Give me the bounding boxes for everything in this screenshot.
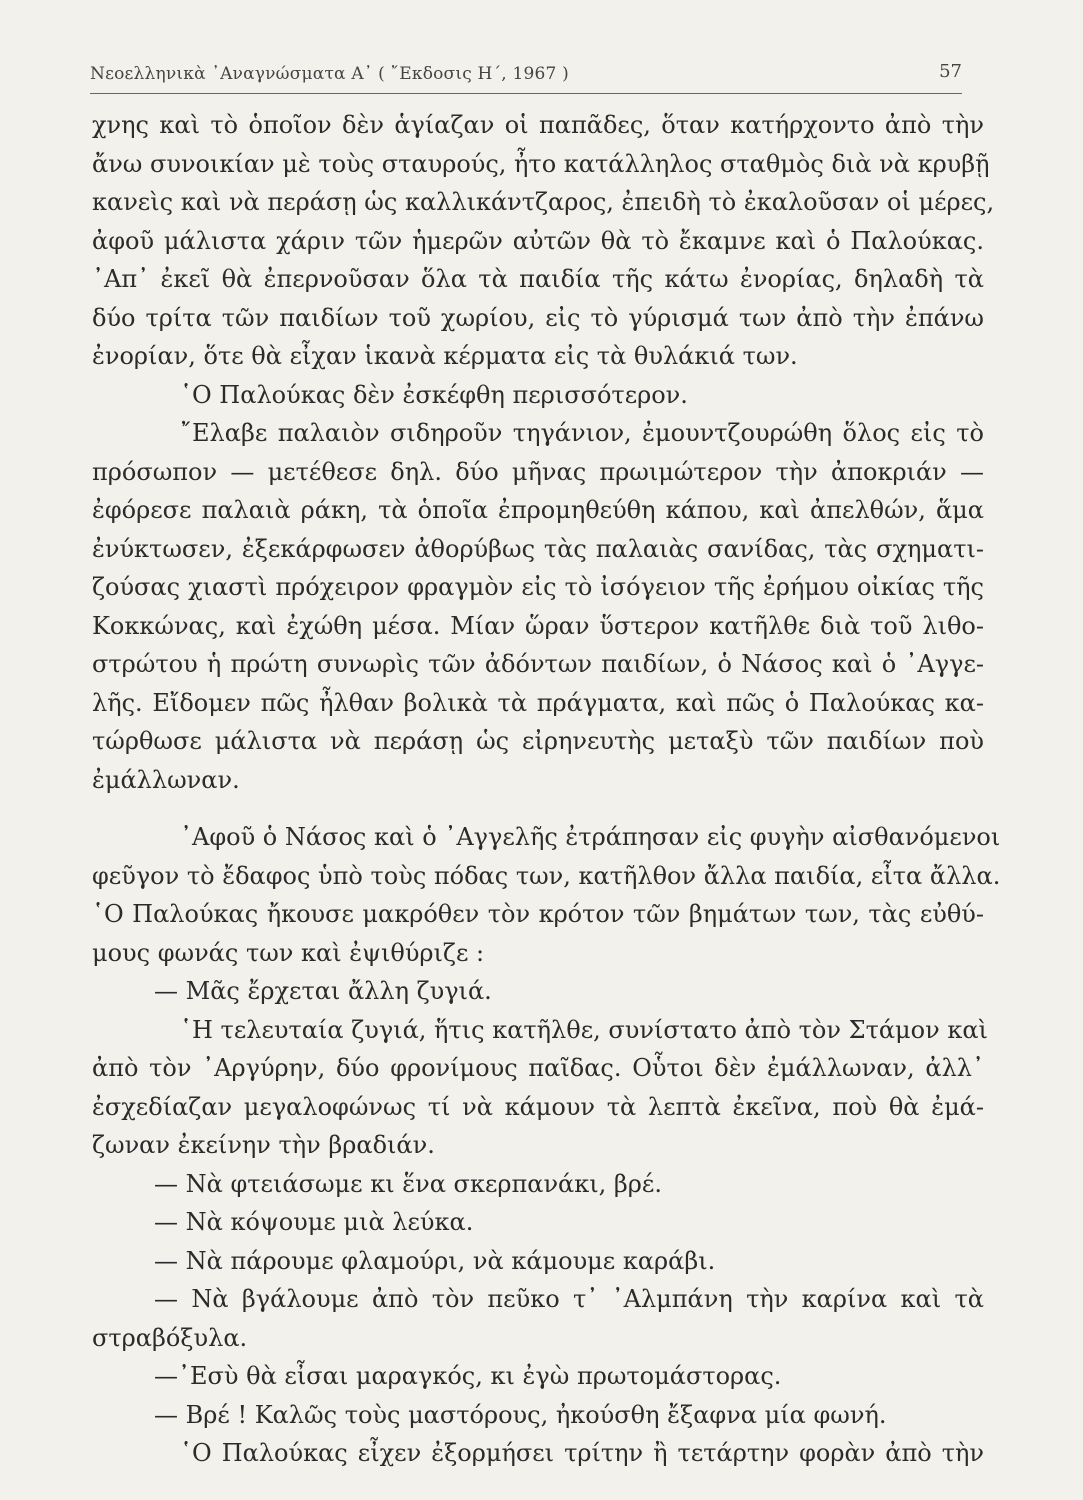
text-line: ῾Ο Παλούκας εἶχεν ἐξορμήσει τρίτην ἢ τετάρτην φορὰν ἀπὸ τὴν — [180, 1439, 984, 1467]
text-line: ῾Ο Παλούκας ἤκουσε μακρόθεν τὸν κρότον τῶν βημάτων των, τὰς εὐθύ- — [92, 900, 984, 928]
text-line: μους φωνάς των καὶ ἐψιθύριζε : — [92, 938, 485, 967]
text-line: ῾Η τελευταία ζυγιά, ἥτις κατῆλθε, συνίστατο ἀπὸ τὸν Στάμον καὶ — [180, 1015, 988, 1044]
text-line: φεῦγον τὸ ἔδαφος ὑπὸ τοὺς πόδας των, κατῆλθον ἄλλα παιδία, εἶτα ἄλλα. — [92, 861, 1001, 890]
dialogue-line: — Νὰ πάρουμε φλαμούρι, νὰ κάμουμε καράβι. — [154, 1246, 716, 1275]
text-line: ἄνω συνοικίαν μὲ τοὺς σταυρούς, ἦτο κατάλληλος σταθμὸς διὰ νὰ κρυβῇ — [92, 149, 990, 178]
body-text — [92, 106, 1001, 1473]
text-line: ζούσας χιαστὶ πρόχειρον φραγμὸν εἰς τὸ ἰσόγειον τῆς ἐρήμου οἰκίας τῆς — [92, 573, 984, 601]
text-line: ἐμάλλωναν. — [92, 765, 240, 794]
text-line: στραβόξυλα. — [92, 1323, 248, 1352]
text-line: δύο τρίτα τῶν παιδίων τοῦ χωρίου, εἰς τὸ γύρισμά των ἀπὸ τὴν ἐπάνω — [92, 303, 984, 332]
text-line: ῎Ελαβε παλαιὸν σιδηροῦν τηγάνιον, ἐμουντζουρώθη ὅλος εἰς τὸ — [180, 419, 984, 447]
text-line: ἀφοῦ μάλιστα χάριν τῶν ἡμερῶν αὐτῶν θὰ τὸ ἔκαμνε καὶ ὁ Παλούκας. — [92, 226, 984, 255]
text-line: Κοκκώνας, καὶ ἐχώθη μέσα. Μίαν ὥραν ὕστερον κατῆλθε διὰ τοῦ λιθο- — [92, 611, 984, 640]
header-rule — [90, 93, 962, 94]
paragraph-spacer — [92, 799, 984, 818]
text-line: ἐσχεδίαζαν μεγαλοφώνως τί νὰ κάμουν τὰ λεπτὰ ἐκεῖνα, ποὺ θὰ ἐμά- — [92, 1092, 984, 1121]
text-line: κανεὶς καὶ νὰ περάσῃ ὡς καλλικάντζαρος, ἐπειδὴ τὸ ἐκαλοῦσαν οἱ μέρες, — [92, 188, 995, 216]
dialogue-line: —᾿Εσὺ θὰ εἶσαι μαραγκός, κι ἐγὼ πρωτομάστορας. — [154, 1362, 782, 1390]
dialogue-line: — Νὰ φτειάσωμε κι ἕνα σκερπανάκι, βρέ. — [154, 1169, 662, 1198]
text-line: ᾿Απ᾿ ἐκεῖ θὰ ἐπερνοῦσαν ὅλα τὰ παιδία τῆς κάτω ἐνορίας, δηλαδὴ τὰ — [92, 265, 984, 293]
text-line: πρόσωπον — μετέθεσε δηλ. δύο μῆνας πρωιμώτερον τὴν ἀποκριάν — — [92, 457, 984, 486]
text-line: τώρθωσε μάλιστα νὰ περάσῃ ὡς εἰρηνευτὴς μεταξὺ τῶν παιδίων ποὺ — [92, 727, 984, 755]
text-line: ῾Ο Παλούκας δὲν ἐσκέφθη περισσότερον. — [180, 380, 688, 409]
text-line: ἐνύκτωσεν, ἐξεκάρφωσεν ἀθορύβως τὰς παλαιὰς σανίδας, τὰς σχηματι- — [92, 534, 984, 563]
page-number: 57 — [939, 61, 962, 82]
header-title: Νεοελληνικὰ ᾿Αναγνώσματα Α᾿ ( ῎Εκδοσις Η΄, 1967 ) — [90, 64, 569, 84]
text-line: ἐνορίαν, ὅτε θὰ εἶχαν ἱκανὰ κέρματα εἰς τὰ θυλάκιά των. — [92, 342, 798, 370]
dialogue-line: — Μᾶς ἔρχεται ἄλλη ζυγιά. — [154, 977, 492, 1005]
running-header — [90, 56, 962, 86]
text-line: ἐφόρεσε παλαιὰ ράκη, τὰ ὁποῖα ἐπρομηθεύθη κάπου, καὶ ἀπελθών, ἅμα — [92, 496, 984, 524]
text-line: ζωναν ἐκείνην τὴν βραδιάν. — [92, 1131, 435, 1159]
dialogue-line: — Νὰ βγάλουμε ἀπὸ τὸν πεῦκο τ᾿ ᾿Αλμπάνη τὴν καρίνα καὶ τὰ — [154, 1285, 984, 1313]
text-line: χνης καὶ τὸ ὁποῖον δὲν ἁγίαζαν οἱ παπᾶδες, ὅταν κατήρχοντο ἀπὸ τὴν — [92, 111, 984, 139]
text-line: λῆς. Εἴδομεν πῶς ἦλθαν βολικὰ τὰ πράγματα, καὶ πῶς ὁ Παλούκας κα- — [92, 688, 984, 717]
dialogue-line: — Βρέ ! Καλῶς τοὺς μαστόρους, ἠκούσθη ἔξαφνα μία φωνή. — [154, 1400, 887, 1429]
text-line: ᾿Αφοῦ ὁ Νάσος καὶ ὁ ᾿Αγγελῆς ἐτράπησαν εἰς φυγὴν αἰσθανόμενοι — [180, 823, 1001, 851]
text-line: ἀπὸ τὸν ᾿Αργύρην, δύο φρονίμους παῖδας. Οὗτοι δὲν ἐμάλλωναν, ἀλλ᾿ — [92, 1054, 984, 1082]
dialogue-line: — Νὰ κόψουμε μιὰ λεύκα. — [154, 1208, 474, 1236]
text-line: στρώτου ἡ πρώτη συνωρὶς τῶν ἀδόντων παιδίων, ὁ Νάσος καὶ ὁ ᾿Αγγε- — [92, 650, 984, 678]
